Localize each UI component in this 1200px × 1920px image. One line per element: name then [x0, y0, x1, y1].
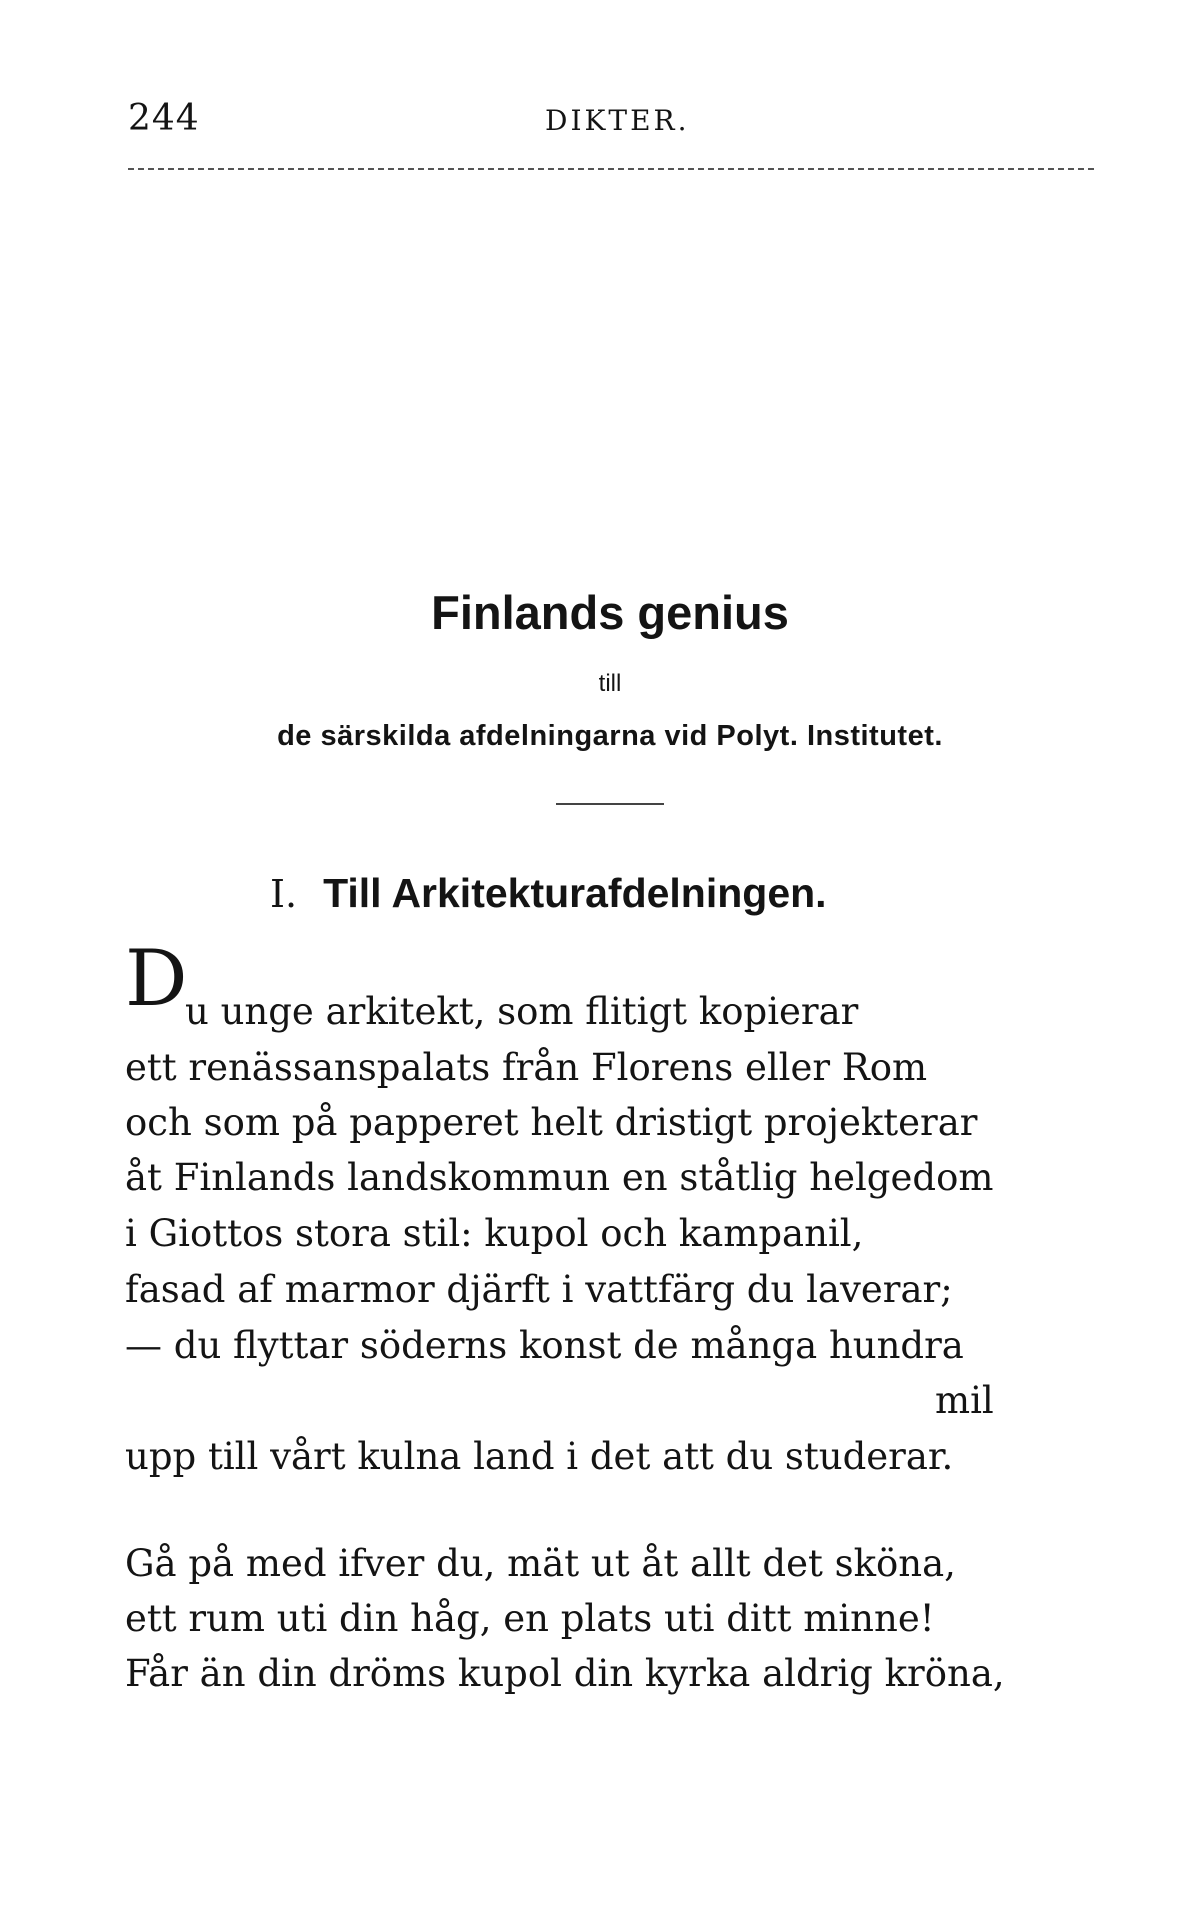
verse-line: u unge arkitekt, som flitigt kopierar: [185, 990, 859, 1033]
verse-line: fasad af marmor djärft i vattfärg du laverar;: [125, 1268, 953, 1311]
verse-line: åt Finlands landskommun en ståtlig helgedom: [125, 1156, 994, 1199]
verse-line-continuation: mil: [935, 1379, 994, 1422]
verse-line: — du flyttar söderns konst de många hundra: [125, 1324, 964, 1367]
page-number: 244: [128, 98, 200, 139]
section-number: I.: [270, 872, 298, 916]
drop-cap-initial: D: [125, 934, 188, 1024]
verse-line: upp till vårt kulna land i det att du studerar.: [125, 1435, 954, 1478]
section-title: Till Arkitekturafdelningen.: [323, 870, 827, 916]
verse-line: Gå på med ifver du, mät ut åt allt det sköna,: [125, 1542, 956, 1585]
title-divider: [556, 803, 664, 805]
verse-line: i Giottos stora stil: kupol och kampanil,: [125, 1212, 864, 1255]
verse-line: ett renässanspalats från Florens eller Rom: [125, 1046, 928, 1089]
poem-title: Finlands genius: [431, 586, 789, 639]
poem-dedication-till: till: [598, 670, 622, 697]
verse-line: ett rum uti din håg, en plats uti ditt minne!: [125, 1597, 935, 1640]
section-heading: [270, 870, 827, 917]
poem-subtitle: de särskilda afdelningarna vid Polyt. Institutet.: [277, 720, 943, 752]
verse-line: Får än din dröms kupol din kyrka aldrig kröna,: [125, 1652, 1005, 1695]
verse-line: och som på papperet helt dristigt projekterar: [125, 1101, 978, 1144]
running-title: DIKTER.: [545, 104, 690, 137]
header-divider: [128, 168, 1094, 170]
